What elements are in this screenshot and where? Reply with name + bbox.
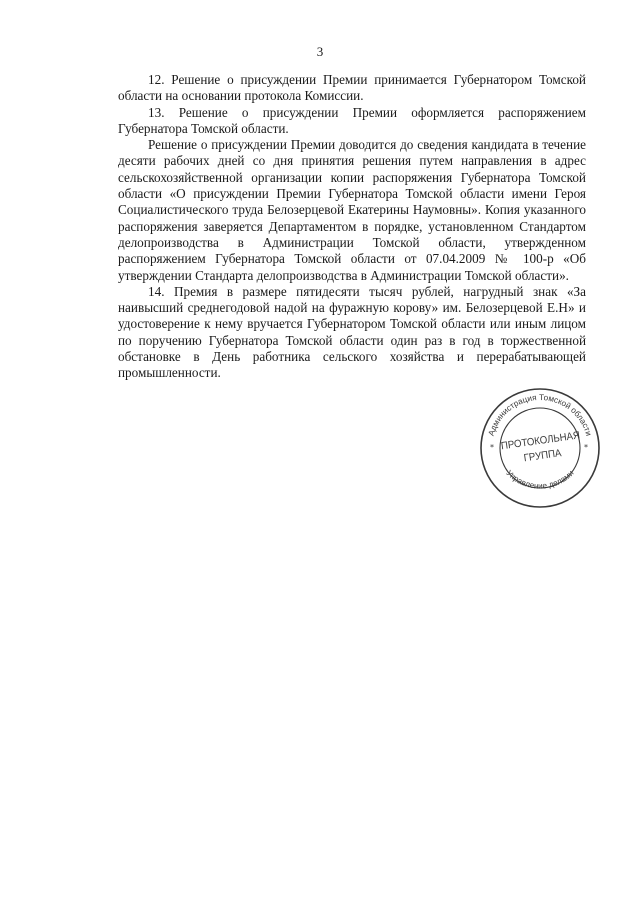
paragraph-14: 14. Премия в размере пятидесяти тысяч рублей, нагрудный знак «За наивысший среднегодовой надой на фуражную корову» им. Белозерцевой Е.Н» и удостоверение к нему вручается Губернатором Томской области или иным лицом по поручению Губернатора Томской области один раз в год в торжественной обстановке в День работника сельского хозяйства и перерабатывающей промышленности. xyxy=(118,283,586,381)
page-number: 3 xyxy=(316,44,324,59)
document-body xyxy=(118,72,586,382)
paragraph-13: 13. Решение о присуждении Премии оформляется распоряжением Губернатора Томской области. xyxy=(118,104,586,136)
stamp-outer-text-top: Администрация Томской области xyxy=(486,392,594,437)
stamp-inner-line-1: ПРОТОКОЛЬНАЯ xyxy=(500,430,581,453)
paragraph-12: 12. Решение о присуждении Премии принимается Губернатором Томской области на основании протокола Комиссии. xyxy=(118,72,586,104)
paragraph-decision-notice: Решение о присуждении Премии доводится до сведения кандидата в течение десяти рабочих дней со дня принятия решения путем направления в адрес сельскохозяйственной организации копии распоряжения Губернатора Томской области «О присуждении Премии Губернатора Томской области имени Героя Социалистического труда Белозерцевой Екатерины Наумовны». Копия указанного распоряжения заверяется Департаментом в порядке, установленном Стандартом делопроизводства в Администрации Томской области, утвержденном распоряжением Губернатора Томской области от 07.04.2009 № 100-р «Об утверждении Стандарта делопроизводства в Администрации Томской области». xyxy=(118,137,586,283)
stamp-inner-line-2: ГРУППА xyxy=(523,447,563,465)
stamp-star-left: * xyxy=(490,443,494,452)
protocol-group-stamp xyxy=(478,386,602,510)
stamp-star-right: * xyxy=(584,443,588,452)
stamp-outer-text-bottom: Управление делами xyxy=(504,468,576,491)
